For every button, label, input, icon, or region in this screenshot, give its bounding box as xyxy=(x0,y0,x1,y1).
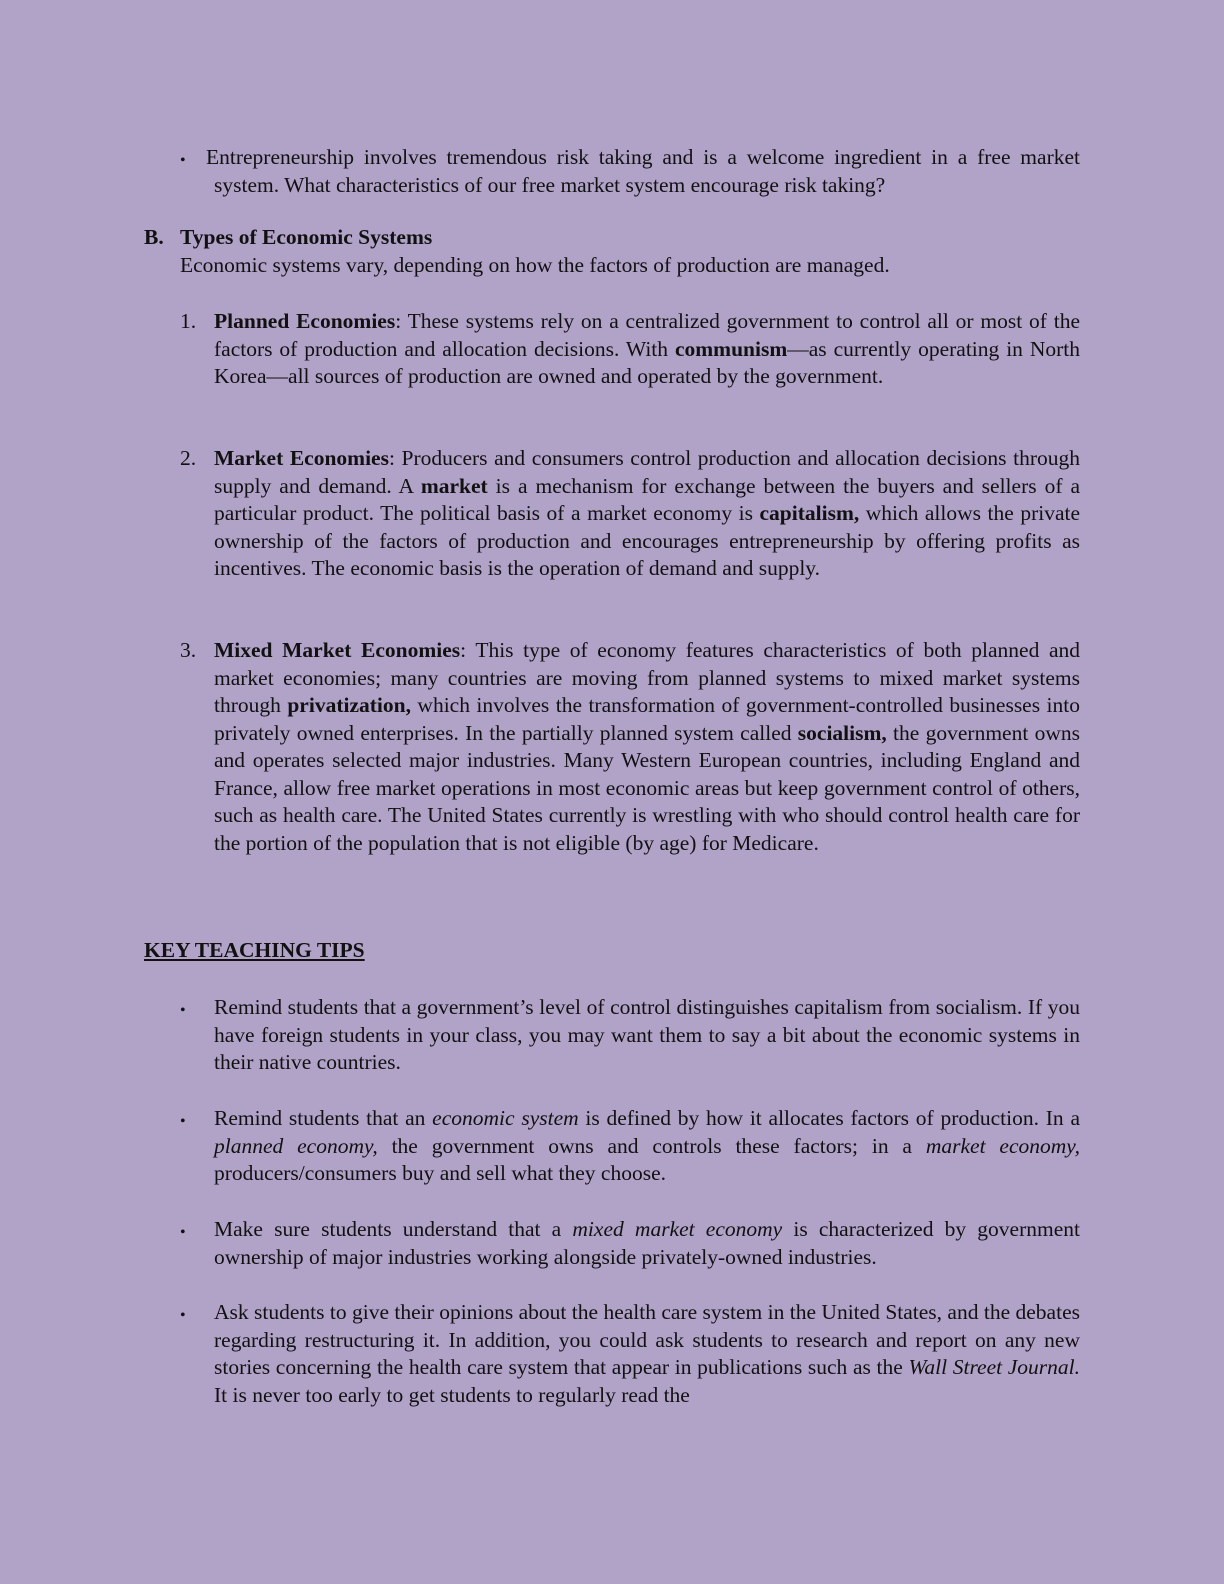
term-mixed-market-economies: Mixed Market Economies xyxy=(214,638,461,662)
term-capitalism: capitalism, xyxy=(759,501,860,525)
tips-heading: KEY TEACHING TIPS xyxy=(144,938,365,962)
item-number: 2. xyxy=(180,446,197,470)
bullet-marker: • xyxy=(180,1307,186,1324)
term-market-economies: Market Economies xyxy=(214,446,389,470)
term-privatization: privatization, xyxy=(287,693,411,717)
section-letter: B. xyxy=(144,225,164,249)
section-intro: Economic systems vary, depending on how the factors of production are managed. xyxy=(180,253,890,277)
item-number: 1. xyxy=(180,309,197,333)
planned-economies-paragraph: Planned Economies: These systems rely on a centralized government to control all or most of the factors of production and allocation decisions. With communism—as currently operating in North Korea—all sources of production are owned and operated by the government. xyxy=(214,309,1081,388)
tip-paragraph: Remind students that a government’s level of control distinguishes capitalism from socialism. If you have foreign students in your class, you may want them to say a bit about the economic systems in their native countries. xyxy=(214,995,1080,1074)
term-planned-economies: Planned Economies xyxy=(214,309,396,333)
intro-bullet-text: Entrepreneurship involves tremendous risk taking and is a welcome ingredient in a free market system. What characteristics of our free market system encourage risk taking? xyxy=(206,145,1080,197)
term-mixed-market-economy: mixed market economy xyxy=(572,1217,783,1241)
term-socialism: socialism, xyxy=(797,720,887,745)
term-economic-system: economic system xyxy=(432,1106,579,1130)
tip-paragraph: Make sure students understand that a mixed market economy is characterized by government ownership of major industries working alongside privately-owned industries. xyxy=(214,1217,1080,1269)
tip-paragraph: Ask students to give their opinions about the health care system in the United States, and the debates regarding restructuring it. In addition, you could ask students to research and report on any new stories concerning the health care system that appear in publications such as the Wall Street Journal. It is never too early to get students to regularly read the xyxy=(214,1300,1080,1407)
market-economies-paragraph: Market Economies: Producers and consumers control production and allocation decisions through supply and demand. A market is a mechanism for exchange between the buyers and sellers of a particular product. The political basis of a market economy is capitalism, which allows the private ownership of the factors of production and encourages entrepreneurship by offering profits as incentives. The economic basis is the operation of demand and supply. xyxy=(214,446,1081,580)
section-title: Types of Economic Systems xyxy=(180,225,433,249)
bullet-marker: • xyxy=(180,1002,186,1019)
term-planned-economy: planned economy, xyxy=(214,1133,378,1158)
term-communism: communism xyxy=(674,336,788,361)
bullet-marker: • xyxy=(180,1113,186,1130)
publication-title: Wall Street Journal. xyxy=(908,1355,1080,1379)
mixed-economies-paragraph: Mixed Market Economies: This type of economy features characteristics of both planned and market economies; many countries are moving from planned systems to mixed market systems through privatization, which involves the transformation of government-controlled businesses into privately owned enterprises. In the partially planned system called socialism, the government owns and operates selected major industries. Many Western European countries, including England and France, allow free market operations in most economic areas but keep government control of others, such as health care. The United States currently is wrestling with who should control health care for the portion of the population that is not eligible (by age) for Medicare. xyxy=(214,638,1080,855)
term-market: market xyxy=(420,473,488,498)
bullet-marker: • xyxy=(180,152,186,169)
intro-bullet-paragraph xyxy=(206,144,1080,199)
tip-paragraph: Remind students that an economic system is defined by how it allocates factors of production. In a planned economy, the government owns and controls these factors; in a market economy, producers/consumers buy and sell what they choose. xyxy=(214,1106,1080,1185)
term-market-economy: market economy, xyxy=(925,1133,1080,1158)
bullet-marker: • xyxy=(180,1224,186,1241)
item-number: 3. xyxy=(180,638,197,662)
